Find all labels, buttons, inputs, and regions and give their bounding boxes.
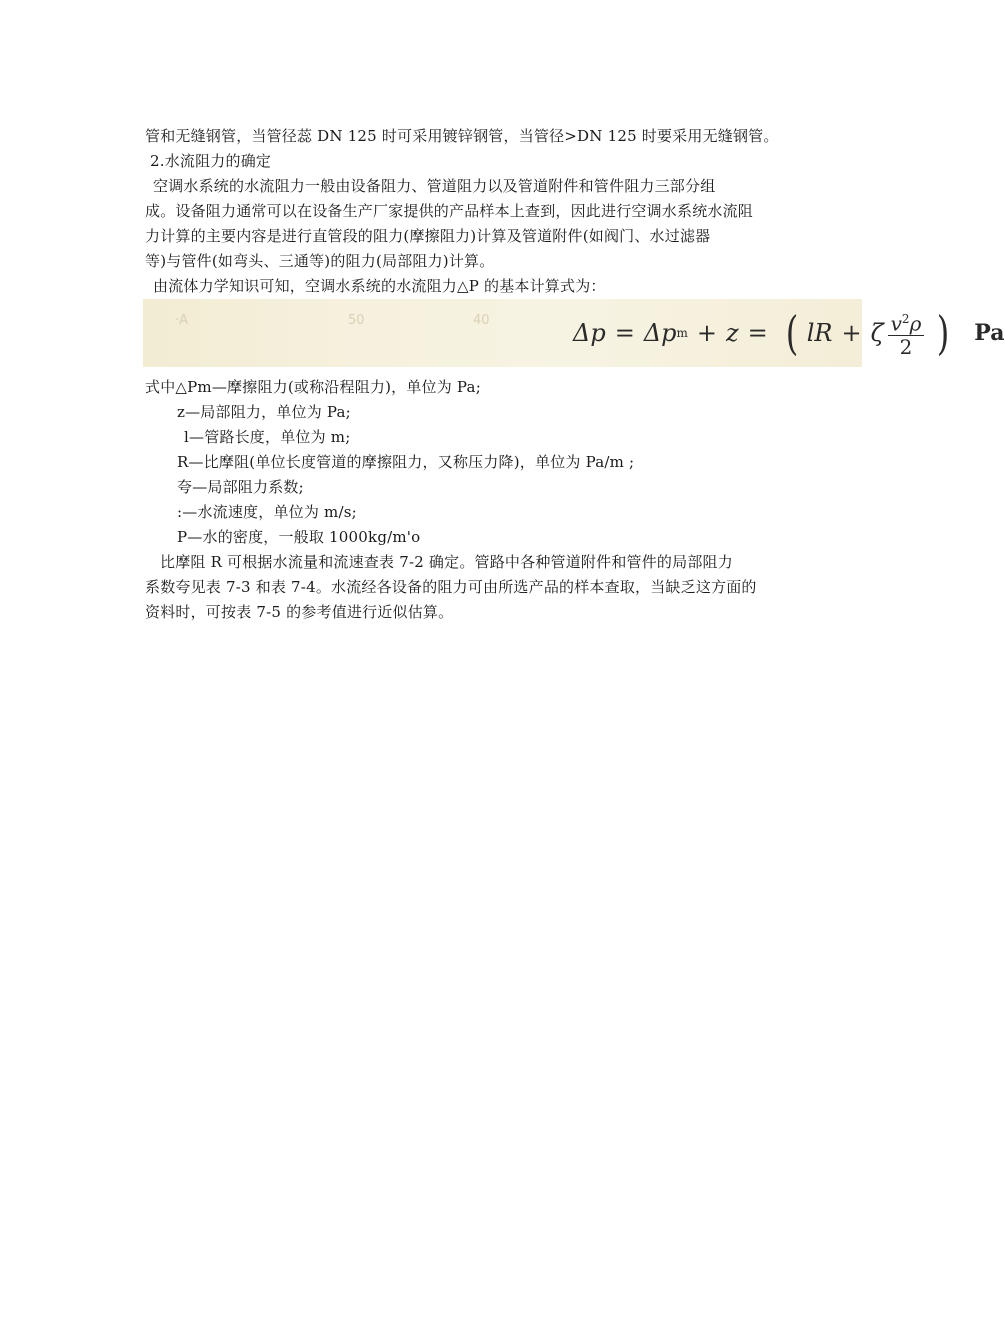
definition-line: 夸—局部阻力系数; bbox=[177, 478, 304, 496]
paragraph-line: 系数夸见表 7-3 和表 7-4。水流经各设备的阻力可由所选产品的样本查取，当缺乏这方面的 bbox=[145, 578, 757, 596]
formula-equals: = bbox=[747, 319, 768, 347]
definition-line: :—水流速度，单位为 m/s; bbox=[177, 503, 357, 521]
formula-lR: lR bbox=[806, 319, 833, 347]
faint-scan-text: ·A bbox=[175, 313, 189, 328]
paragraph-line: 由流体力学知识可知，空调水系统的水流阻力△P 的基本计算式为： bbox=[153, 277, 606, 295]
paragraph-line: 成。设备阻力通常可以在设备生产厂家提供的产品样本上查到，因此进行空调水系统水流阻 bbox=[145, 202, 754, 220]
definition-line: R—比摩阻(单位长度管道的摩擦阻力，又称压力降)，单位为 Pa/m ; bbox=[177, 453, 635, 471]
fraction-numerator: $v^2\rho$ bbox=[888, 308, 925, 337]
formula-delta-pm: Δp bbox=[643, 319, 677, 347]
formula-zeta: ζ bbox=[870, 319, 884, 347]
paragraph-line: 比摩阻 R 可根据水流量和流速查表 7-2 确定。管路中各种管道附件和管件的局部阻力 bbox=[160, 553, 733, 571]
formula-plus: + bbox=[841, 319, 862, 347]
formula-subscript: m bbox=[676, 326, 688, 340]
formula-unit: Pa bbox=[974, 320, 1005, 346]
paragraph-line: 资料时，可按表 7-5 的参考值进行近似估算。 bbox=[145, 603, 454, 621]
left-paren: ( bbox=[785, 306, 799, 360]
formula-image bbox=[143, 299, 1005, 367]
paragraph-line: 管和无缝钢管，当管径蕊 DN 125 时可采用镀锌钢管，当管径>DN 125 时要采用无缝钢管。 bbox=[145, 127, 779, 145]
paragraph-line: 空调水系统的水流阻力一般由设备阻力、管道阻力以及管道附件和管件阻力三部分组 bbox=[153, 177, 716, 195]
definition-line: P—水的密度，一般取 1000kg/m'o bbox=[177, 528, 421, 546]
paragraph-line: 式中△Pm—摩擦阻力(或称沿程阻力)，单位为 Pa; bbox=[145, 378, 481, 396]
paragraph-line: 力计算的主要内容是进行直管段的阻力(摩擦阻力)计算及管道附件(如阀门、水过滤器 bbox=[145, 227, 711, 245]
section-heading: 2.水流阻力的确定 bbox=[150, 152, 272, 170]
formula-plus: + bbox=[696, 319, 718, 347]
pressure-drop-equation bbox=[573, 307, 1005, 359]
formula-equals: = bbox=[614, 319, 635, 347]
faint-scan-text: 40 bbox=[473, 313, 490, 328]
definition-line: l—管路长度，单位为 m; bbox=[184, 428, 351, 446]
paragraph-line: 等)与管件(如弯头、三通等)的阻力(局部阻力)计算。 bbox=[145, 252, 495, 270]
formula-delta-p: Δp bbox=[573, 319, 606, 347]
formula-z: z bbox=[726, 319, 739, 347]
definition-line: z—局部阻力，单位为 Pa; bbox=[177, 403, 351, 421]
right-paren: ) bbox=[937, 306, 950, 360]
faint-scan-text: 50 bbox=[348, 313, 365, 328]
formula-fraction bbox=[888, 308, 925, 359]
fraction-denominator: 2 bbox=[899, 335, 913, 360]
